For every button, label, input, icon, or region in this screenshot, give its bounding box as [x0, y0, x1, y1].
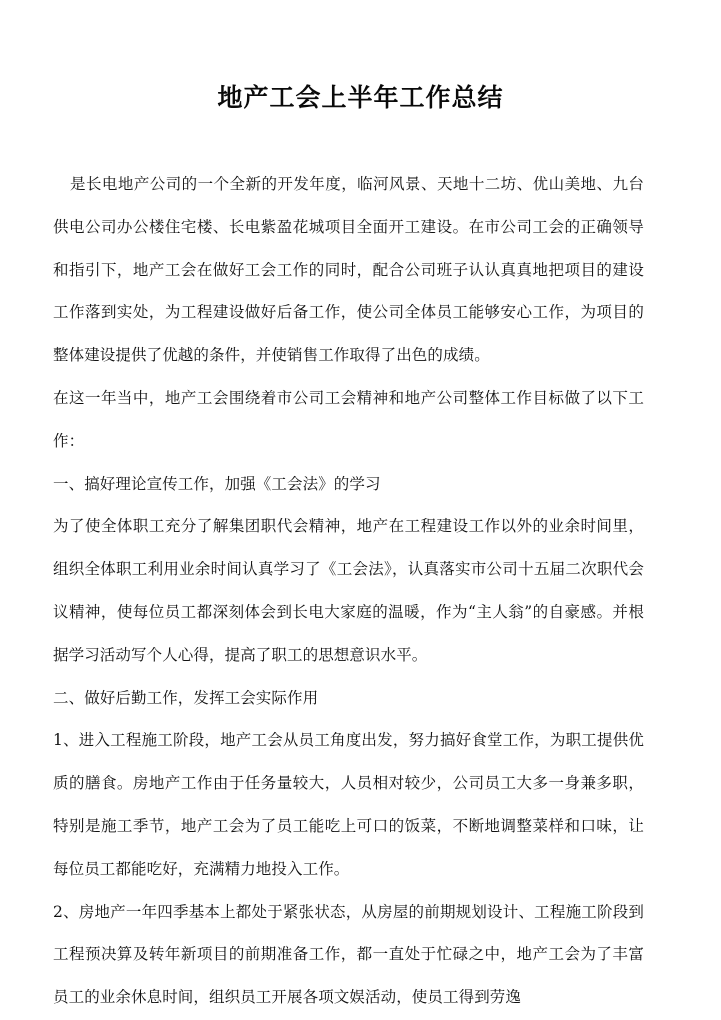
paragraph-year-summary: 在这一年当中，地产工会围绕着市公司工会精神和地产公司整体工作目标做了以下工作：	[53, 388, 644, 450]
section-heading-2: 二、做好后勤工作，发挥工会实际作用	[53, 688, 319, 707]
section-heading-1: 一、搞好理论宣传工作，加强《工会法》的学习	[53, 474, 381, 493]
paragraph-item-1: 1、进入工程施工阶段，地产工会从员工角度出发，努力搞好食堂工作，为职工提供优质的膳食。房地产工作由于任务量较大，人员相对较少，公司员工大多一身兼多职，特别是施工季节，地产工会为了员工能吃上可口的饭菜，不断地调整菜样和口味，让每位员工都能吃好，充满精力地投入工作。	[53, 731, 644, 878]
document-body	[53, 163, 644, 1019]
paragraph-item-2: 2、房地产一年四季基本上都处于紧张状态，从房屋的前期规划设计、工程施工阶段到工程预决算及转年新项目的前期准备工作，都一直处于忙碌之中，地产工会为了丰富员工的业余休息时间，组织员工开展各项文娱活动，使员工得到劳逸	[53, 902, 644, 1007]
paragraph-intro: 是长电地产公司的一个全新的开发年度，临河风景、天地十二坊、优山美地、九台供电公司办公楼住宅楼、长电紫盈花城项目全面开工建设。在市公司工会的正确领导和指引下，地产工会在做好工会工作的同时，配合公司班子认认真真地把项目的建设工作落到实处，为工程建设做好后备工作，使公司全体员工能够安心工作，为项目的整体建设提供了优越的条件，并使销售工作取得了出色的成绩。	[53, 175, 644, 365]
paragraph-section-1-body: 为了使全体职工充分了解集团职代会精神，地产在工程建设工作以外的业余时间里，组织全体职工利用业余时间认真学习了《工会法》，认真落实市公司十五届二次职代会议精神，使每位员工都深刻体会到长电大家庭的温暖，作为“主人翁”的自豪感。并根据学习活动写个人心得，提高了职工的思想意识水平。	[53, 517, 644, 664]
page-title: 地产工会上半年工作总结	[217, 83, 504, 112]
